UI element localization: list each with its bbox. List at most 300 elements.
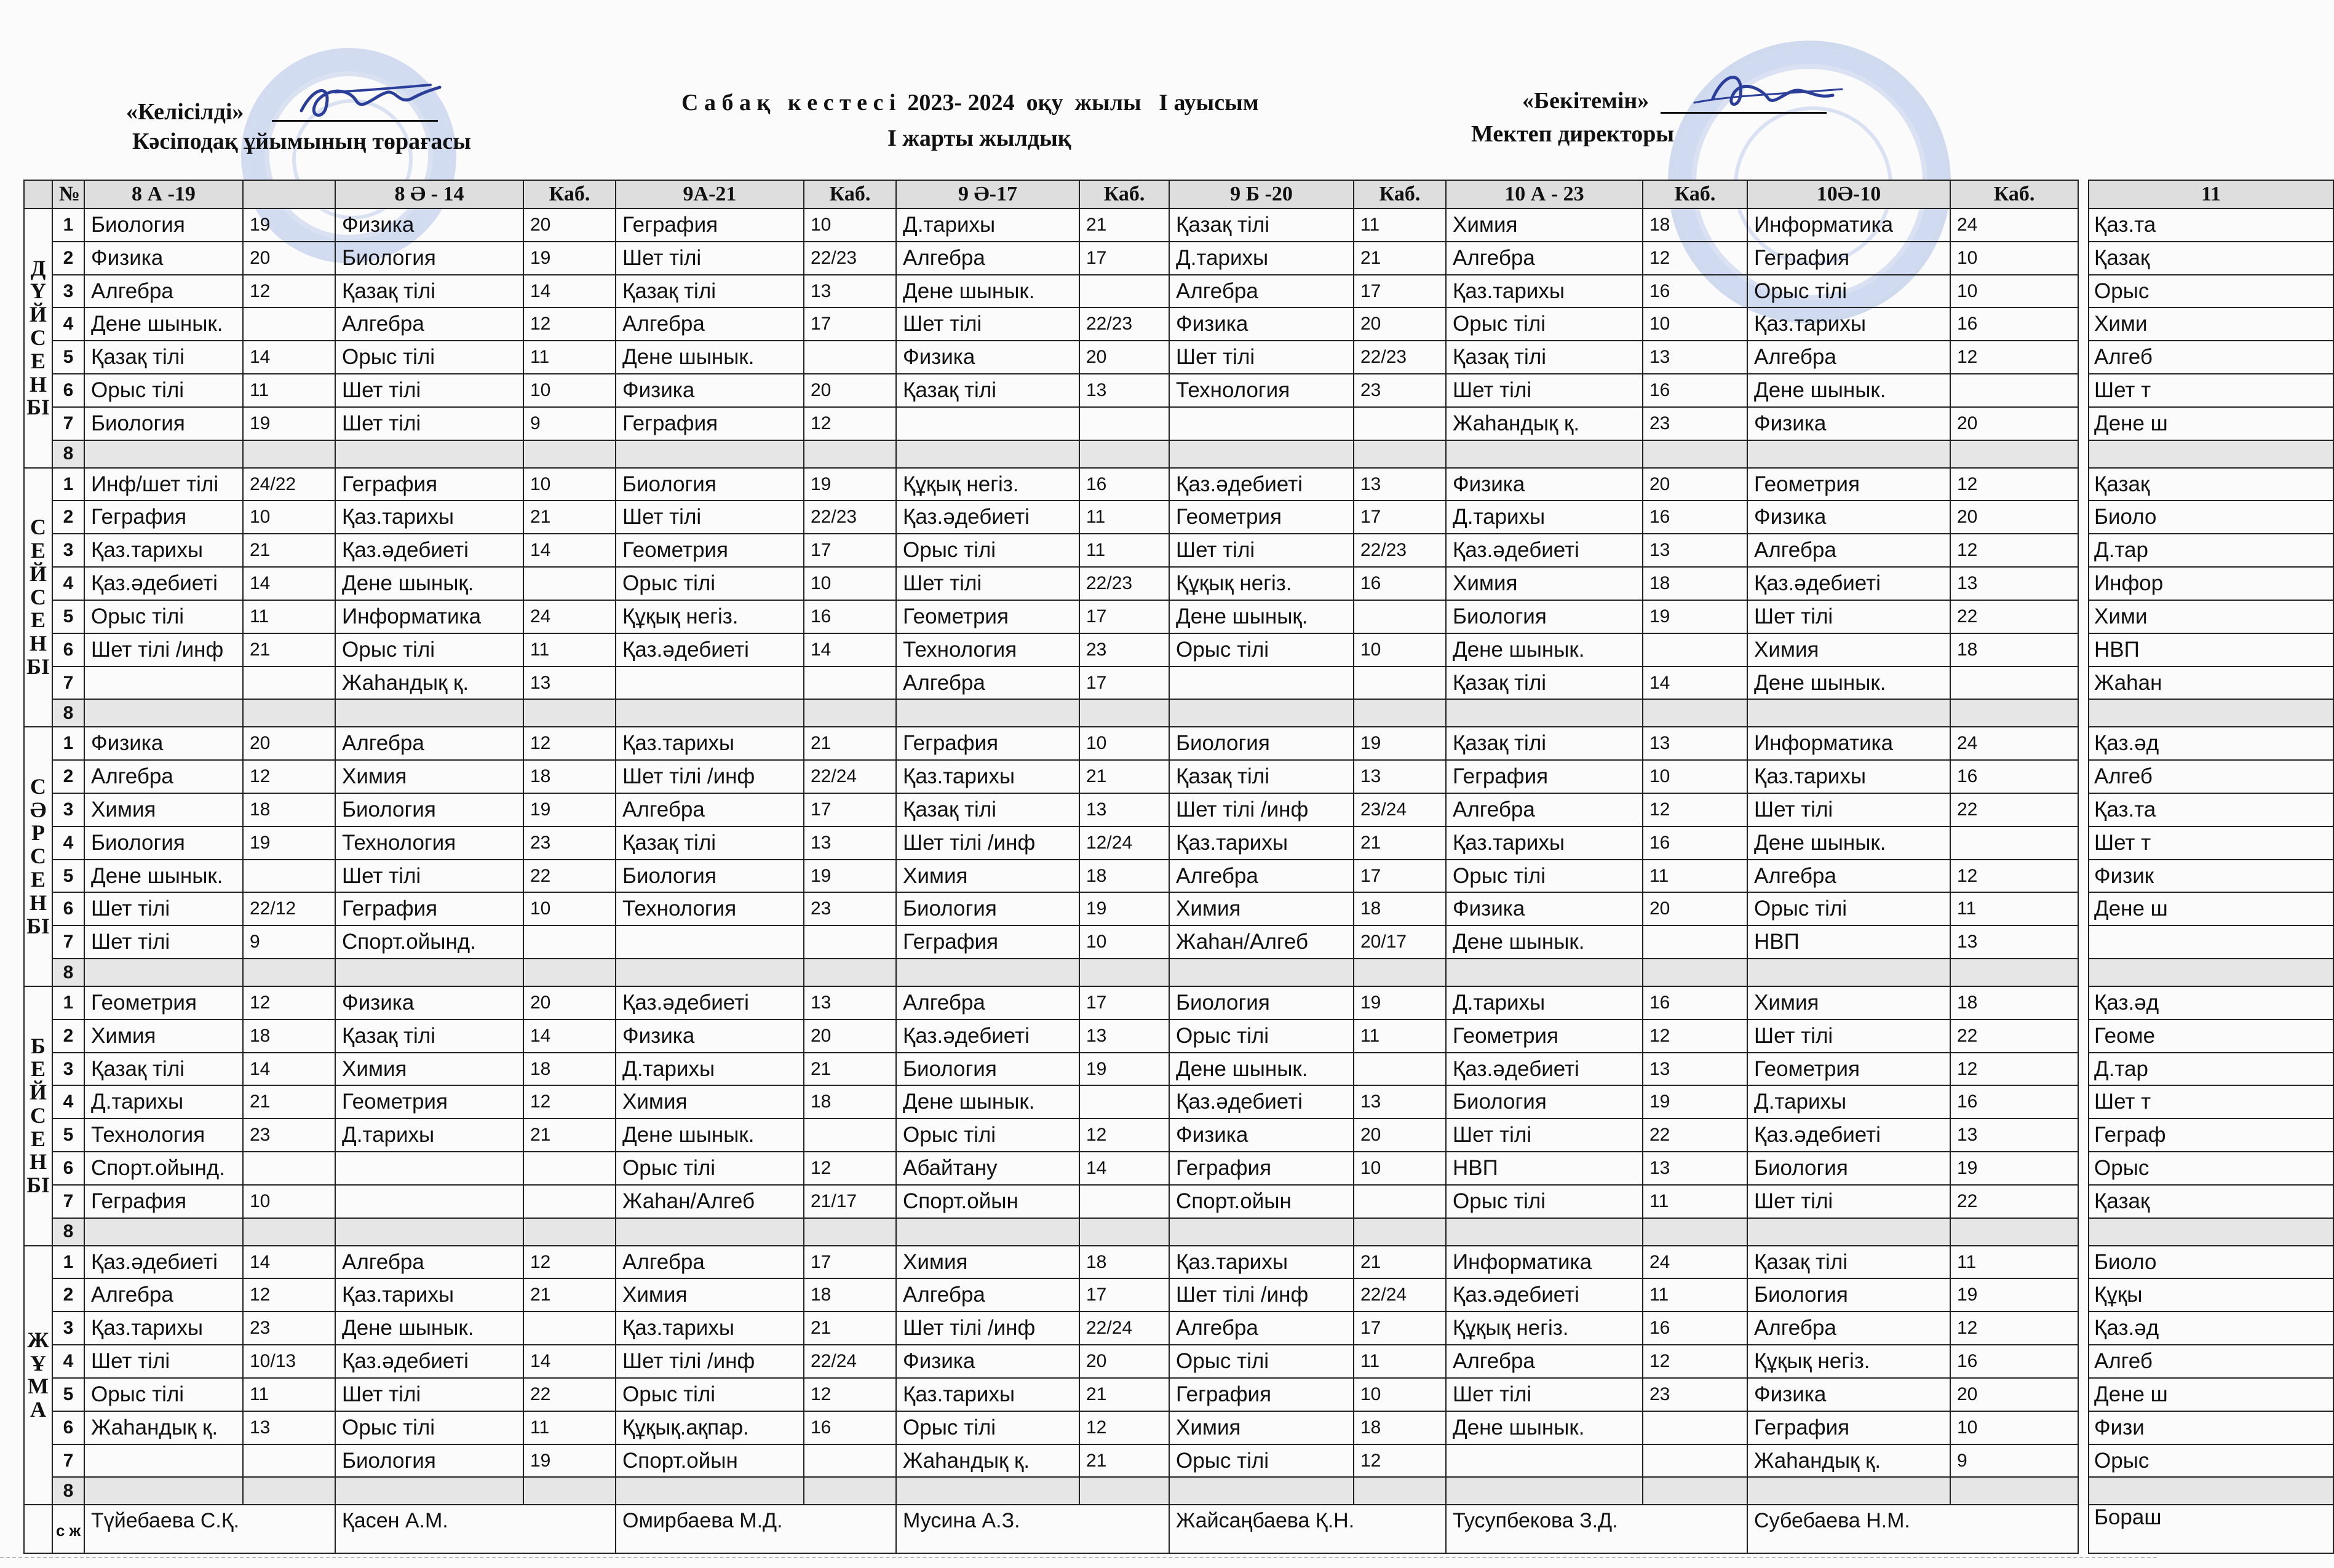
table-row	[24, 1185, 2078, 1218]
room-cell	[1643, 1411, 1747, 1444]
subject-cell: Д.тарихы	[1169, 242, 1354, 275]
room-header: Каб.	[804, 180, 896, 208]
room-cell: 23	[1643, 407, 1747, 440]
room-cell: 18	[804, 1085, 896, 1119]
room-cell	[1643, 1444, 1747, 1478]
subject-cell: Шет т	[2089, 826, 2333, 860]
subject-cell: Физика	[1747, 407, 1950, 440]
subject-cell: Физи	[2089, 1411, 2333, 1444]
room-cell	[243, 1477, 335, 1505]
schedule-table	[23, 180, 2079, 1554]
room-cell: 21	[1079, 760, 1169, 793]
subject-cell: Геграфия	[616, 208, 804, 242]
room-header: Каб.	[1643, 180, 1747, 208]
subject-cell: Информатика	[1747, 727, 1950, 760]
room-cell: 22	[1950, 793, 2078, 826]
room-cell: 21	[804, 1312, 896, 1345]
room-cell: 22/23	[804, 501, 896, 534]
room-cell: 10	[1354, 1378, 1446, 1411]
subject-cell: Геоме	[2089, 1020, 2333, 1053]
table-row	[24, 1119, 2078, 1152]
subject-cell: Химия	[1446, 208, 1643, 242]
room-header: Каб.	[523, 180, 616, 208]
teacher-row	[2089, 1505, 2333, 1553]
room-cell	[1950, 1477, 2078, 1505]
subject-cell: Қаз.әдебиеті	[616, 986, 804, 1020]
room-cell: 17	[804, 793, 896, 826]
teacher-row	[24, 1505, 2078, 1553]
room-cell: 19	[523, 793, 616, 826]
subject-cell: Қаз.әд	[2089, 727, 2333, 760]
table-row	[2089, 826, 2333, 860]
subject-cell: Қаз.әдебиеті	[1446, 1278, 1643, 1312]
subject-cell: Дене шынык.	[896, 275, 1079, 308]
room-cell: 13	[523, 667, 616, 700]
room-cell: 10	[243, 1185, 335, 1218]
lesson-number: 7	[52, 1185, 84, 1218]
room-cell	[523, 440, 616, 468]
lesson-number: 6	[52, 892, 84, 925]
subject-cell: Геграфия	[335, 468, 523, 501]
room-cell: 22	[1950, 1020, 2078, 1053]
table-row	[24, 1053, 2078, 1086]
subject-cell	[1446, 1444, 1643, 1478]
room-header: Каб.	[1950, 180, 2078, 208]
room-cell	[1643, 440, 1747, 468]
room-cell: 16	[1079, 468, 1169, 501]
subject-cell: Алгебра	[1747, 860, 1950, 893]
subject-cell: Алгебра	[335, 307, 523, 341]
day-label: ДҮЙСЕНБІ	[24, 208, 52, 468]
room-cell: 10	[243, 501, 335, 534]
room-cell: 12	[1950, 1053, 2078, 1086]
subject-cell: Жаһандық қ.	[1747, 1444, 1950, 1478]
room-cell	[523, 567, 616, 600]
subject-cell: Д.тарихы	[1446, 501, 1643, 534]
room-cell: 10	[1643, 760, 1747, 793]
subject-cell: Шет тілі /инф	[1169, 793, 1354, 826]
room-cell: 22/23	[1354, 341, 1446, 374]
number-header: №	[52, 180, 84, 208]
room-cell	[804, 925, 896, 959]
subject-cell: Алгебра	[616, 793, 804, 826]
table-row	[2089, 1378, 2333, 1411]
subject-cell: Орыс тілі	[616, 567, 804, 600]
subject-cell: Қаз.тарихы	[1747, 307, 1950, 341]
subject-cell: Қаз.тарихы	[1169, 826, 1354, 860]
room-cell: 18	[523, 1053, 616, 1086]
subject-cell: Құқық.ақпар.	[616, 1411, 804, 1444]
room-cell: 19	[1354, 727, 1446, 760]
room-cell: 13	[1079, 374, 1169, 407]
table-row	[24, 1218, 2078, 1246]
subject-cell: Алгеб	[2089, 1345, 2333, 1378]
room-cell	[1643, 959, 1747, 986]
room-cell: 18	[1354, 892, 1446, 925]
room-cell: 19	[1643, 1085, 1747, 1119]
subject-cell: Қазақ тілі	[1747, 1246, 1950, 1279]
room-cell	[243, 1152, 335, 1185]
subject-cell: Дене ш	[2089, 1378, 2333, 1411]
day-label: ЖҰМА	[24, 1246, 52, 1505]
subject-cell: Қазақ тілі	[1446, 667, 1643, 700]
room-cell: 17	[1354, 275, 1446, 308]
room-cell: 14	[243, 567, 335, 600]
lesson-number: 7	[52, 407, 84, 440]
room-cell: 20	[523, 208, 616, 242]
subject-cell: Алгебра	[616, 307, 804, 341]
table-row	[24, 860, 2078, 893]
subject-cell: Орыс	[2089, 1444, 2333, 1478]
room-cell: 19	[1079, 892, 1169, 925]
subject-cell: Биоло	[2089, 1246, 2333, 1279]
room-cell: 12	[523, 307, 616, 341]
room-cell: 10	[804, 208, 896, 242]
room-cell	[1079, 1477, 1169, 1505]
table-row	[24, 892, 2078, 925]
room-cell: 19	[523, 1444, 616, 1478]
lesson-number: 1	[52, 1246, 84, 1279]
room-cell: 21	[523, 1119, 616, 1152]
table-row	[2089, 208, 2333, 242]
subject-cell	[1747, 1477, 1950, 1505]
subject-cell: Инфор	[2089, 567, 2333, 600]
subject-cell: Қаз.тарихы	[84, 534, 243, 567]
lesson-number: 1	[52, 208, 84, 242]
class-teacher-name: Бораш	[2089, 1505, 2333, 1553]
lesson-number: 8	[52, 1477, 84, 1505]
table-row	[24, 1378, 2078, 1411]
table-row	[2089, 567, 2333, 600]
lesson-number: 8	[52, 959, 84, 986]
room-cell: 21	[243, 1085, 335, 1119]
room-cell	[243, 1218, 335, 1246]
subject-cell: Химия	[1169, 1411, 1354, 1444]
subject-cell: Орыс тілі	[616, 1152, 804, 1185]
room-cell: 17	[1079, 1278, 1169, 1312]
room-cell: 23	[1354, 374, 1446, 407]
subject-cell	[335, 699, 523, 727]
subject-cell	[335, 1185, 523, 1218]
subject-cell: Физика	[616, 374, 804, 407]
room-cell: 16	[1950, 1085, 2078, 1119]
room-cell: 17	[1354, 1312, 1446, 1345]
subject-cell: Химия	[335, 1053, 523, 1086]
room-cell: 14	[243, 1053, 335, 1086]
room-cell: 24	[523, 600, 616, 633]
subject-cell: Шет тілі	[335, 1378, 523, 1411]
subject-cell: Шет тілі /инф	[896, 826, 1079, 860]
subject-cell	[2089, 699, 2333, 727]
table-row	[24, 1152, 2078, 1185]
room-cell: 12	[804, 1378, 896, 1411]
room-cell: 23	[1643, 1378, 1747, 1411]
table-row	[2089, 892, 2333, 925]
room-cell: 22/23	[1079, 567, 1169, 600]
subject-cell	[896, 440, 1079, 468]
lesson-number: 4	[52, 307, 84, 341]
subject-cell: Инф/шет тілі	[84, 468, 243, 501]
room-cell: 18	[243, 1020, 335, 1053]
subject-cell: Орыс тілі	[896, 534, 1079, 567]
subject-cell: Дене ш	[2089, 892, 2333, 925]
room-cell: 16	[1950, 1345, 2078, 1378]
room-cell	[1950, 959, 2078, 986]
subject-cell: Спорт.ойын	[616, 1444, 804, 1478]
subject-cell: Қаз.тарихы	[84, 1312, 243, 1345]
subject-cell: Геометрия	[896, 600, 1079, 633]
lesson-number: 3	[52, 275, 84, 308]
room-cell: 17	[1079, 667, 1169, 700]
room-cell: 13	[1643, 534, 1747, 567]
subject-cell	[335, 440, 523, 468]
room-cell: 18	[243, 793, 335, 826]
lesson-number: 5	[52, 600, 84, 633]
subject-cell: Биология	[335, 242, 523, 275]
subject-cell: Алгебра	[616, 1246, 804, 1279]
subject-cell: Құқық негіз.	[1747, 1345, 1950, 1378]
subject-cell: Қаз.әдебиеті	[84, 1246, 243, 1279]
room-cell: 22	[1950, 600, 2078, 633]
subject-cell	[84, 440, 243, 468]
table-row	[2089, 501, 2333, 534]
subject-cell: Қазақ тілі	[335, 1020, 523, 1053]
class-header: 10Ә-10	[1747, 180, 1950, 208]
room-cell: 16	[1643, 986, 1747, 1020]
subject-cell: Қаз.әдебиеті	[616, 633, 804, 667]
subject-cell: Қазақ тілі	[84, 341, 243, 374]
room-cell: 13	[1354, 1085, 1446, 1119]
lesson-number: 2	[52, 501, 84, 534]
subject-cell: Шет тілі /инф	[84, 633, 243, 667]
lesson-number: 7	[52, 1444, 84, 1478]
room-cell: 10	[1950, 275, 2078, 308]
room-cell: 17	[804, 534, 896, 567]
subject-cell: Шет тілі	[1747, 1185, 1950, 1218]
room-cell: 21	[243, 633, 335, 667]
table-row	[24, 727, 2078, 760]
table-row	[2089, 1444, 2333, 1478]
approved-signature	[1688, 65, 1848, 120]
subject-cell: Қаз.тарихы	[896, 1378, 1079, 1411]
day-label: БЕЙСЕНБІ	[24, 986, 52, 1246]
table-row	[2089, 959, 2333, 986]
subject-cell	[2089, 1218, 2333, 1246]
room-cell: 12	[1950, 1312, 2078, 1345]
table-row	[2089, 1345, 2333, 1378]
table-row	[24, 1411, 2078, 1444]
room-cell: 21	[1079, 1378, 1169, 1411]
table-row	[24, 1020, 2078, 1053]
subject-cell: Жаһандық қ.	[84, 1411, 243, 1444]
room-cell: 24	[1950, 727, 2078, 760]
room-cell: 12	[1079, 1411, 1169, 1444]
room-cell: 19	[243, 407, 335, 440]
room-cell: 10	[1643, 307, 1747, 341]
table-row	[24, 1085, 2078, 1119]
room-cell: 11	[523, 1411, 616, 1444]
room-cell: 24	[1643, 1246, 1747, 1279]
subject-cell: Физика	[84, 242, 243, 275]
subject-cell: Химия	[1747, 986, 1950, 1020]
subject-cell: Геометрия	[335, 1085, 523, 1119]
schedule-subtitle: І жарты жылдық	[887, 125, 1071, 151]
subject-cell: Қаз.әдебиеті	[1747, 1119, 1950, 1152]
room-cell: 14	[523, 1345, 616, 1378]
subject-cell: Қаз.тарихы	[1446, 826, 1643, 860]
table-row	[2089, 1053, 2333, 1086]
room-cell: 10/13	[243, 1345, 335, 1378]
subject-cell: Химия	[84, 1020, 243, 1053]
subject-cell	[335, 1152, 523, 1185]
subject-cell: Қазақ тілі	[616, 826, 804, 860]
subject-cell: Шет тілі	[1747, 793, 1950, 826]
room-cell	[1079, 959, 1169, 986]
subject-cell: Құқық негіз.	[616, 600, 804, 633]
subject-cell: Биология	[335, 1444, 523, 1478]
room-cell	[1354, 667, 1446, 700]
table-row	[2089, 468, 2333, 501]
room-cell	[1950, 374, 2078, 407]
subject-cell: Шет тілі	[1169, 534, 1354, 567]
subject-cell: Алгебра	[84, 1278, 243, 1312]
subject-cell: Орыс тілі	[1747, 892, 1950, 925]
subject-cell: Геометрия	[616, 534, 804, 567]
lesson-number: 1	[52, 986, 84, 1020]
room-cell	[1079, 407, 1169, 440]
room-cell: 9	[243, 925, 335, 959]
subject-cell: Жаһандық қ.	[896, 1444, 1079, 1478]
subject-cell: Қаз.тарихы	[335, 501, 523, 534]
subject-cell: НВП	[1747, 925, 1950, 959]
room-cell: 18	[1643, 208, 1747, 242]
subject-cell: Қаз.әдебиеті	[1446, 1053, 1643, 1086]
room-cell: 23	[243, 1312, 335, 1345]
subject-cell: Қаз.тарихы	[616, 1312, 804, 1345]
subject-cell: Дене шынык.	[335, 1312, 523, 1345]
room-cell: 19	[804, 468, 896, 501]
room-cell: 20	[1950, 407, 2078, 440]
subject-cell: Физика	[616, 1020, 804, 1053]
agreed-position: Кәсіподақ ұйымының төрағасы	[132, 129, 471, 154]
lesson-number: 4	[52, 567, 84, 600]
subject-cell: Қаз.әдебиеті	[896, 501, 1079, 534]
lesson-number: 3	[52, 1053, 84, 1086]
lesson-number: 4	[52, 826, 84, 860]
room-cell	[1643, 1477, 1747, 1505]
room-cell	[1950, 826, 2078, 860]
room-cell: 20	[243, 727, 335, 760]
table-row	[24, 959, 2078, 986]
class-header: 9 Б -20	[1169, 180, 1354, 208]
room-cell: 12	[804, 407, 896, 440]
room-cell: 12	[1643, 793, 1747, 826]
table-row	[24, 760, 2078, 793]
subject-cell: Дене шынык.	[1446, 633, 1643, 667]
subject-cell: Геометрия	[1169, 501, 1354, 534]
subject-cell: Дене шынык.	[1446, 925, 1643, 959]
room-cell: 16	[804, 600, 896, 633]
subject-cell: Физик	[2089, 860, 2333, 893]
subject-cell: Физика	[84, 727, 243, 760]
room-cell: 21	[523, 501, 616, 534]
subject-cell: Биология	[335, 793, 523, 826]
room-cell: 12	[1643, 1345, 1747, 1378]
subject-cell	[1747, 440, 1950, 468]
subject-cell: Биология	[84, 407, 243, 440]
lesson-number: 3	[52, 534, 84, 567]
subject-cell: Геометрия	[1747, 468, 1950, 501]
room-cell: 21	[1354, 242, 1446, 275]
subject-cell: Қазақ тілі	[1169, 760, 1354, 793]
table-row	[24, 341, 2078, 374]
subject-cell: Биология	[1446, 1085, 1643, 1119]
table-row	[2089, 1085, 2333, 1119]
room-cell: 21	[243, 534, 335, 567]
class-teacher-name: Мусина А.З.	[896, 1505, 1169, 1553]
subject-cell: Химия	[616, 1085, 804, 1119]
subject-cell: Қаз.әдебиеті	[335, 534, 523, 567]
subject-cell: Қаз.та	[2089, 208, 2333, 242]
room-cell	[804, 959, 896, 986]
table-row	[24, 242, 2078, 275]
room-cell	[804, 1119, 896, 1152]
subject-cell: Химия	[1169, 892, 1354, 925]
subject-cell	[335, 959, 523, 986]
subject-cell: Шет тілі	[1747, 1020, 1950, 1053]
room-cell: 13	[1950, 925, 2078, 959]
subject-cell: Информатика	[1747, 208, 1950, 242]
room-cell: 23	[243, 1119, 335, 1152]
class-teacher-name: Түйебаева С.Қ.	[84, 1505, 335, 1553]
room-cell	[1079, 699, 1169, 727]
subject-cell: Қаз.әд	[2089, 1312, 2333, 1345]
subject-cell: Орыс тілі	[84, 374, 243, 407]
table-row	[2089, 986, 2333, 1020]
subject-cell: Шет тілі	[84, 892, 243, 925]
room-cell: 22	[523, 860, 616, 893]
table-row	[24, 699, 2078, 727]
subject-cell: Қазақ тілі	[1169, 208, 1354, 242]
table-row	[2089, 1218, 2333, 1246]
page-edge-line	[0, 1557, 2157, 1558]
room-cell: 16	[1643, 501, 1747, 534]
subject-cell	[1169, 440, 1354, 468]
subject-cell: Д.тарихы	[84, 1085, 243, 1119]
subject-cell: Биология	[84, 208, 243, 242]
subject-cell: Д.тарихы	[1747, 1085, 1950, 1119]
subject-cell: Спорт.ойынд.	[335, 925, 523, 959]
room-cell: 13	[804, 275, 896, 308]
subject-cell: Шет тілі	[616, 501, 804, 534]
subject-cell: Геграфия	[1747, 1411, 1950, 1444]
subject-cell	[616, 667, 804, 700]
table-row	[24, 826, 2078, 860]
day-header	[24, 180, 52, 208]
teacher-row-day-cell	[24, 1505, 52, 1553]
subject-cell: Шет т	[2089, 374, 2333, 407]
subject-cell: Алгебра	[896, 1278, 1079, 1312]
lesson-number: 6	[52, 1152, 84, 1185]
room-cell: 20	[1079, 341, 1169, 374]
room-cell	[1354, 600, 1446, 633]
subject-cell: Д.тарихы	[616, 1053, 804, 1086]
room-cell	[243, 440, 335, 468]
subject-cell	[1169, 959, 1354, 986]
room-cell: 20	[523, 986, 616, 1020]
room-cell: 19	[1079, 1053, 1169, 1086]
room-cell	[1643, 633, 1747, 667]
